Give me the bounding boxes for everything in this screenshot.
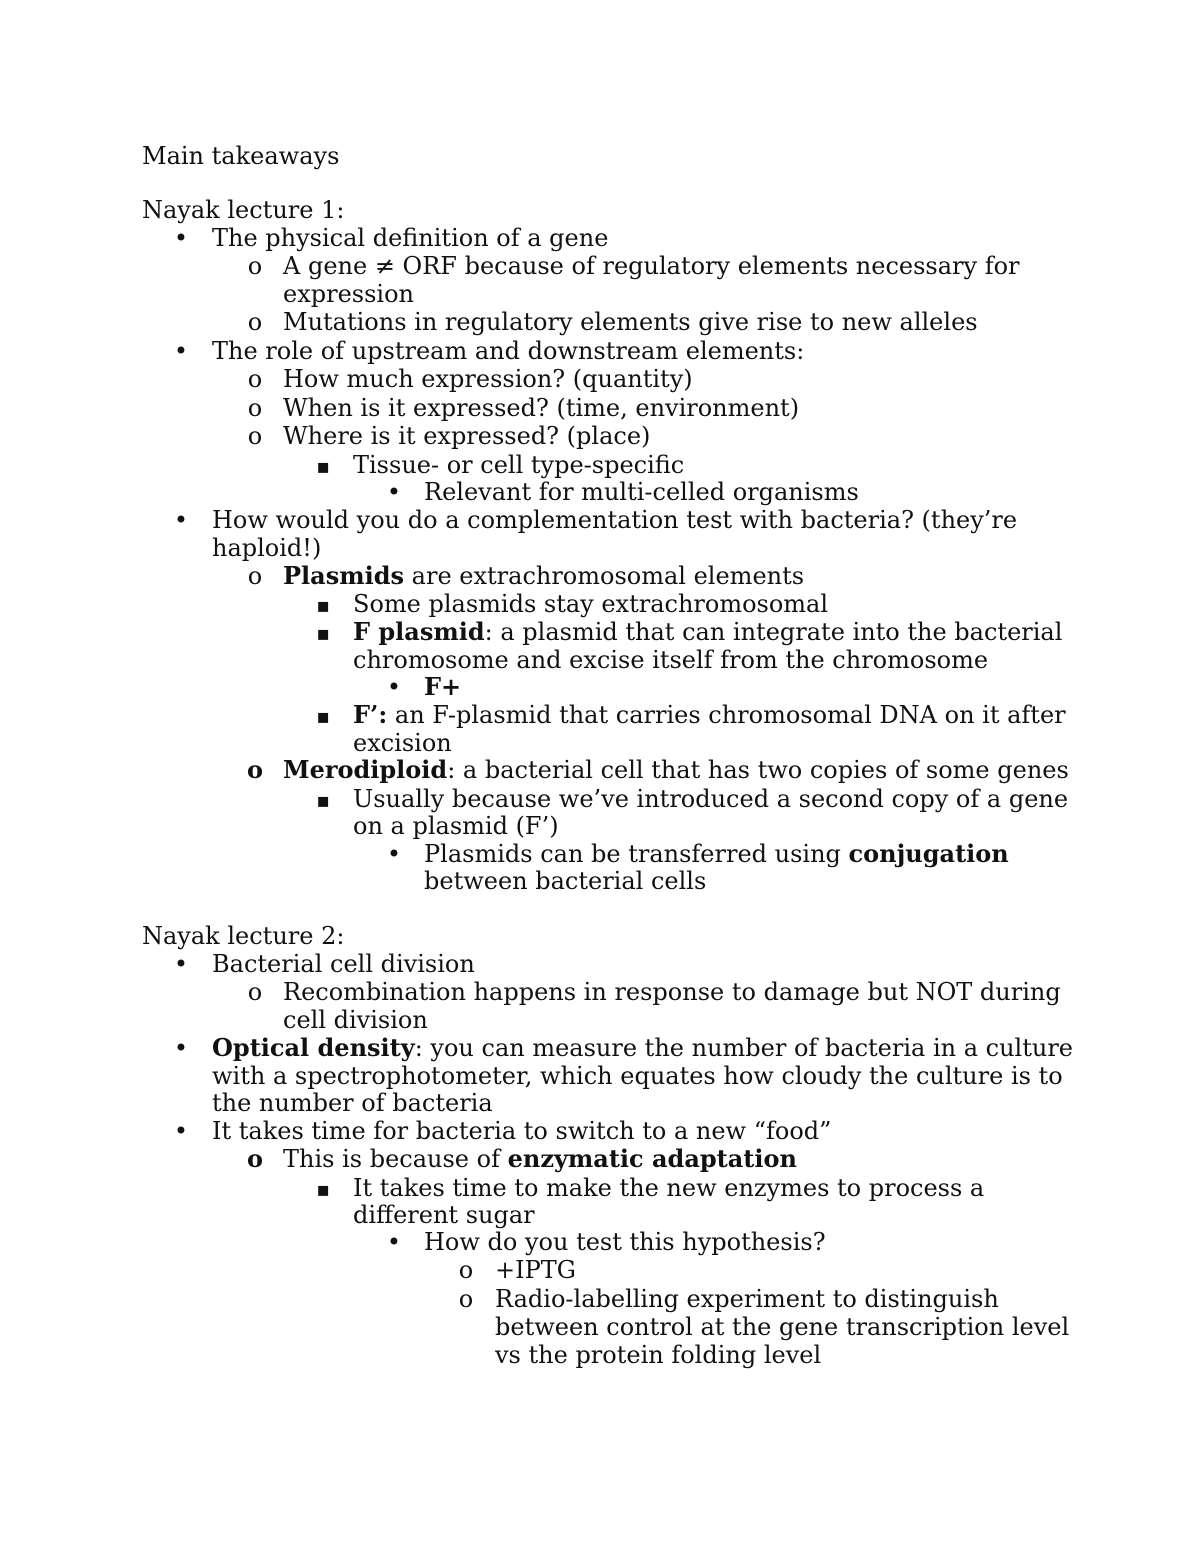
bullet-icon (171, 1034, 191, 1062)
list-item (353, 618, 1062, 646)
circle-bullet-icon (245, 562, 265, 590)
list-item-continuation: on a plasmid (F’) (353, 812, 559, 840)
list-item: Mutations in regulatory elements give rise to new alleles (283, 308, 978, 336)
list-item: Radio-labelling experiment to distinguish (495, 1285, 999, 1313)
bullet-icon (171, 337, 191, 365)
square-bullet-icon (313, 701, 333, 730)
list-item (283, 756, 1069, 784)
list-item: Where is it expressed? (place) (283, 422, 651, 450)
definition-text: : you can measure the number of bacteria in a culture (414, 1034, 1074, 1062)
list-item: A gene ≠ ORF because of regulatory elements necessary for (283, 252, 1020, 280)
section-heading: Nayak lecture 1: (142, 196, 345, 224)
list-item-continuation: chromosome and excise itself from the chromosome (353, 646, 989, 674)
list-item: It takes time for bacteria to switch to a new “food” (212, 1117, 832, 1145)
list-item: How do you test this hypothesis? (424, 1228, 826, 1256)
bullet-icon (171, 224, 191, 252)
list-item: How would you do a complementation test with bacteria? (they’re (212, 506, 1018, 534)
term-bold: F plasmid (353, 617, 485, 646)
list-item (212, 1034, 1073, 1062)
list-item-continuation: vs the protein folding level (495, 1341, 822, 1369)
square-bullet-icon (313, 618, 333, 647)
definition-text: an F-plasmid that carries chromosomal DNA on it after (387, 701, 1066, 729)
list-item-continuation: different sugar (353, 1201, 535, 1229)
term-bold: Merodiploid (283, 755, 448, 784)
list-item (353, 701, 1066, 729)
item-text: This is because of (283, 1145, 508, 1173)
list-item-continuation: between control at the gene transcription level (495, 1313, 1070, 1341)
bullet-icon (171, 506, 191, 534)
list-item (283, 1145, 797, 1173)
list-item: When is it expressed? (time, environment) (283, 394, 800, 422)
list-item: Bacterial cell division (212, 950, 475, 978)
definition-text: : a bacterial cell that has two copies of some genes (447, 756, 1069, 784)
list-item-continuation: between bacterial cells (424, 867, 707, 895)
list-item: Relevant for multi-celled organisms (424, 478, 859, 506)
list-item (283, 562, 804, 590)
circle-bullet-icon (456, 1285, 476, 1313)
document-title: Main takeaways (142, 142, 340, 170)
term-bold: Plasmids (283, 561, 405, 590)
term-bold: Optical density (212, 1033, 415, 1062)
circle-bullet-icon (245, 365, 265, 393)
term-bold: conjugation (848, 839, 1009, 868)
list-item (424, 840, 1009, 868)
bullet-icon (384, 1228, 404, 1256)
square-bullet-icon (313, 590, 333, 619)
circle-bullet-icon (456, 1256, 476, 1284)
list-item: The physical definition of a gene (212, 224, 609, 252)
list-item: It takes time to make the new enzymes to process a (353, 1174, 985, 1202)
bullet-icon (384, 840, 404, 868)
circle-bullet-icon (245, 394, 265, 422)
list-item-continuation: expression (283, 280, 414, 308)
bullet-icon (171, 1117, 191, 1145)
circle-bullet-icon (245, 978, 265, 1006)
list-item-continuation: excision (353, 729, 452, 757)
list-item: +IPTG (495, 1256, 576, 1284)
list-item: Usually because we’ve introduced a second copy of a gene (353, 785, 1069, 813)
list-item: Tissue- or cell type-specific (353, 451, 685, 479)
list-item-continuation: the number of bacteria (212, 1089, 493, 1117)
circle-bullet-icon (245, 308, 265, 336)
list-item-continuation: cell division (283, 1006, 428, 1034)
item-text: Plasmids can be transferred using (424, 840, 849, 868)
circle-bullet-icon (245, 1145, 265, 1173)
list-item: F+ (424, 672, 462, 701)
square-bullet-icon (313, 1174, 333, 1203)
bullet-icon (171, 950, 191, 978)
term-bold: enzymatic adaptation (507, 1144, 797, 1173)
list-item-continuation: haploid!) (212, 534, 322, 562)
circle-bullet-icon (245, 252, 265, 280)
term-bold: F’: (353, 700, 388, 729)
bullet-icon (384, 673, 404, 701)
circle-bullet-icon (245, 756, 265, 784)
list-item-continuation: with a spectrophotometer, which equates how cloudy the culture is to (212, 1062, 1063, 1090)
square-bullet-icon (313, 785, 333, 814)
bullet-icon (384, 478, 404, 506)
list-item: The role of upstream and downstream elements: (212, 337, 805, 365)
square-bullet-icon (313, 451, 333, 480)
list-item: How much expression? (quantity) (283, 365, 693, 393)
section-heading: Nayak lecture 2: (142, 922, 345, 950)
circle-bullet-icon (245, 422, 265, 450)
definition-text: : a plasmid that can integrate into the bacterial (484, 618, 1063, 646)
definition-text: are extrachromosomal elements (404, 562, 805, 590)
list-item: Recombination happens in response to damage but NOT during (283, 978, 1061, 1006)
list-item: Some plasmids stay extrachromosomal (353, 590, 829, 618)
